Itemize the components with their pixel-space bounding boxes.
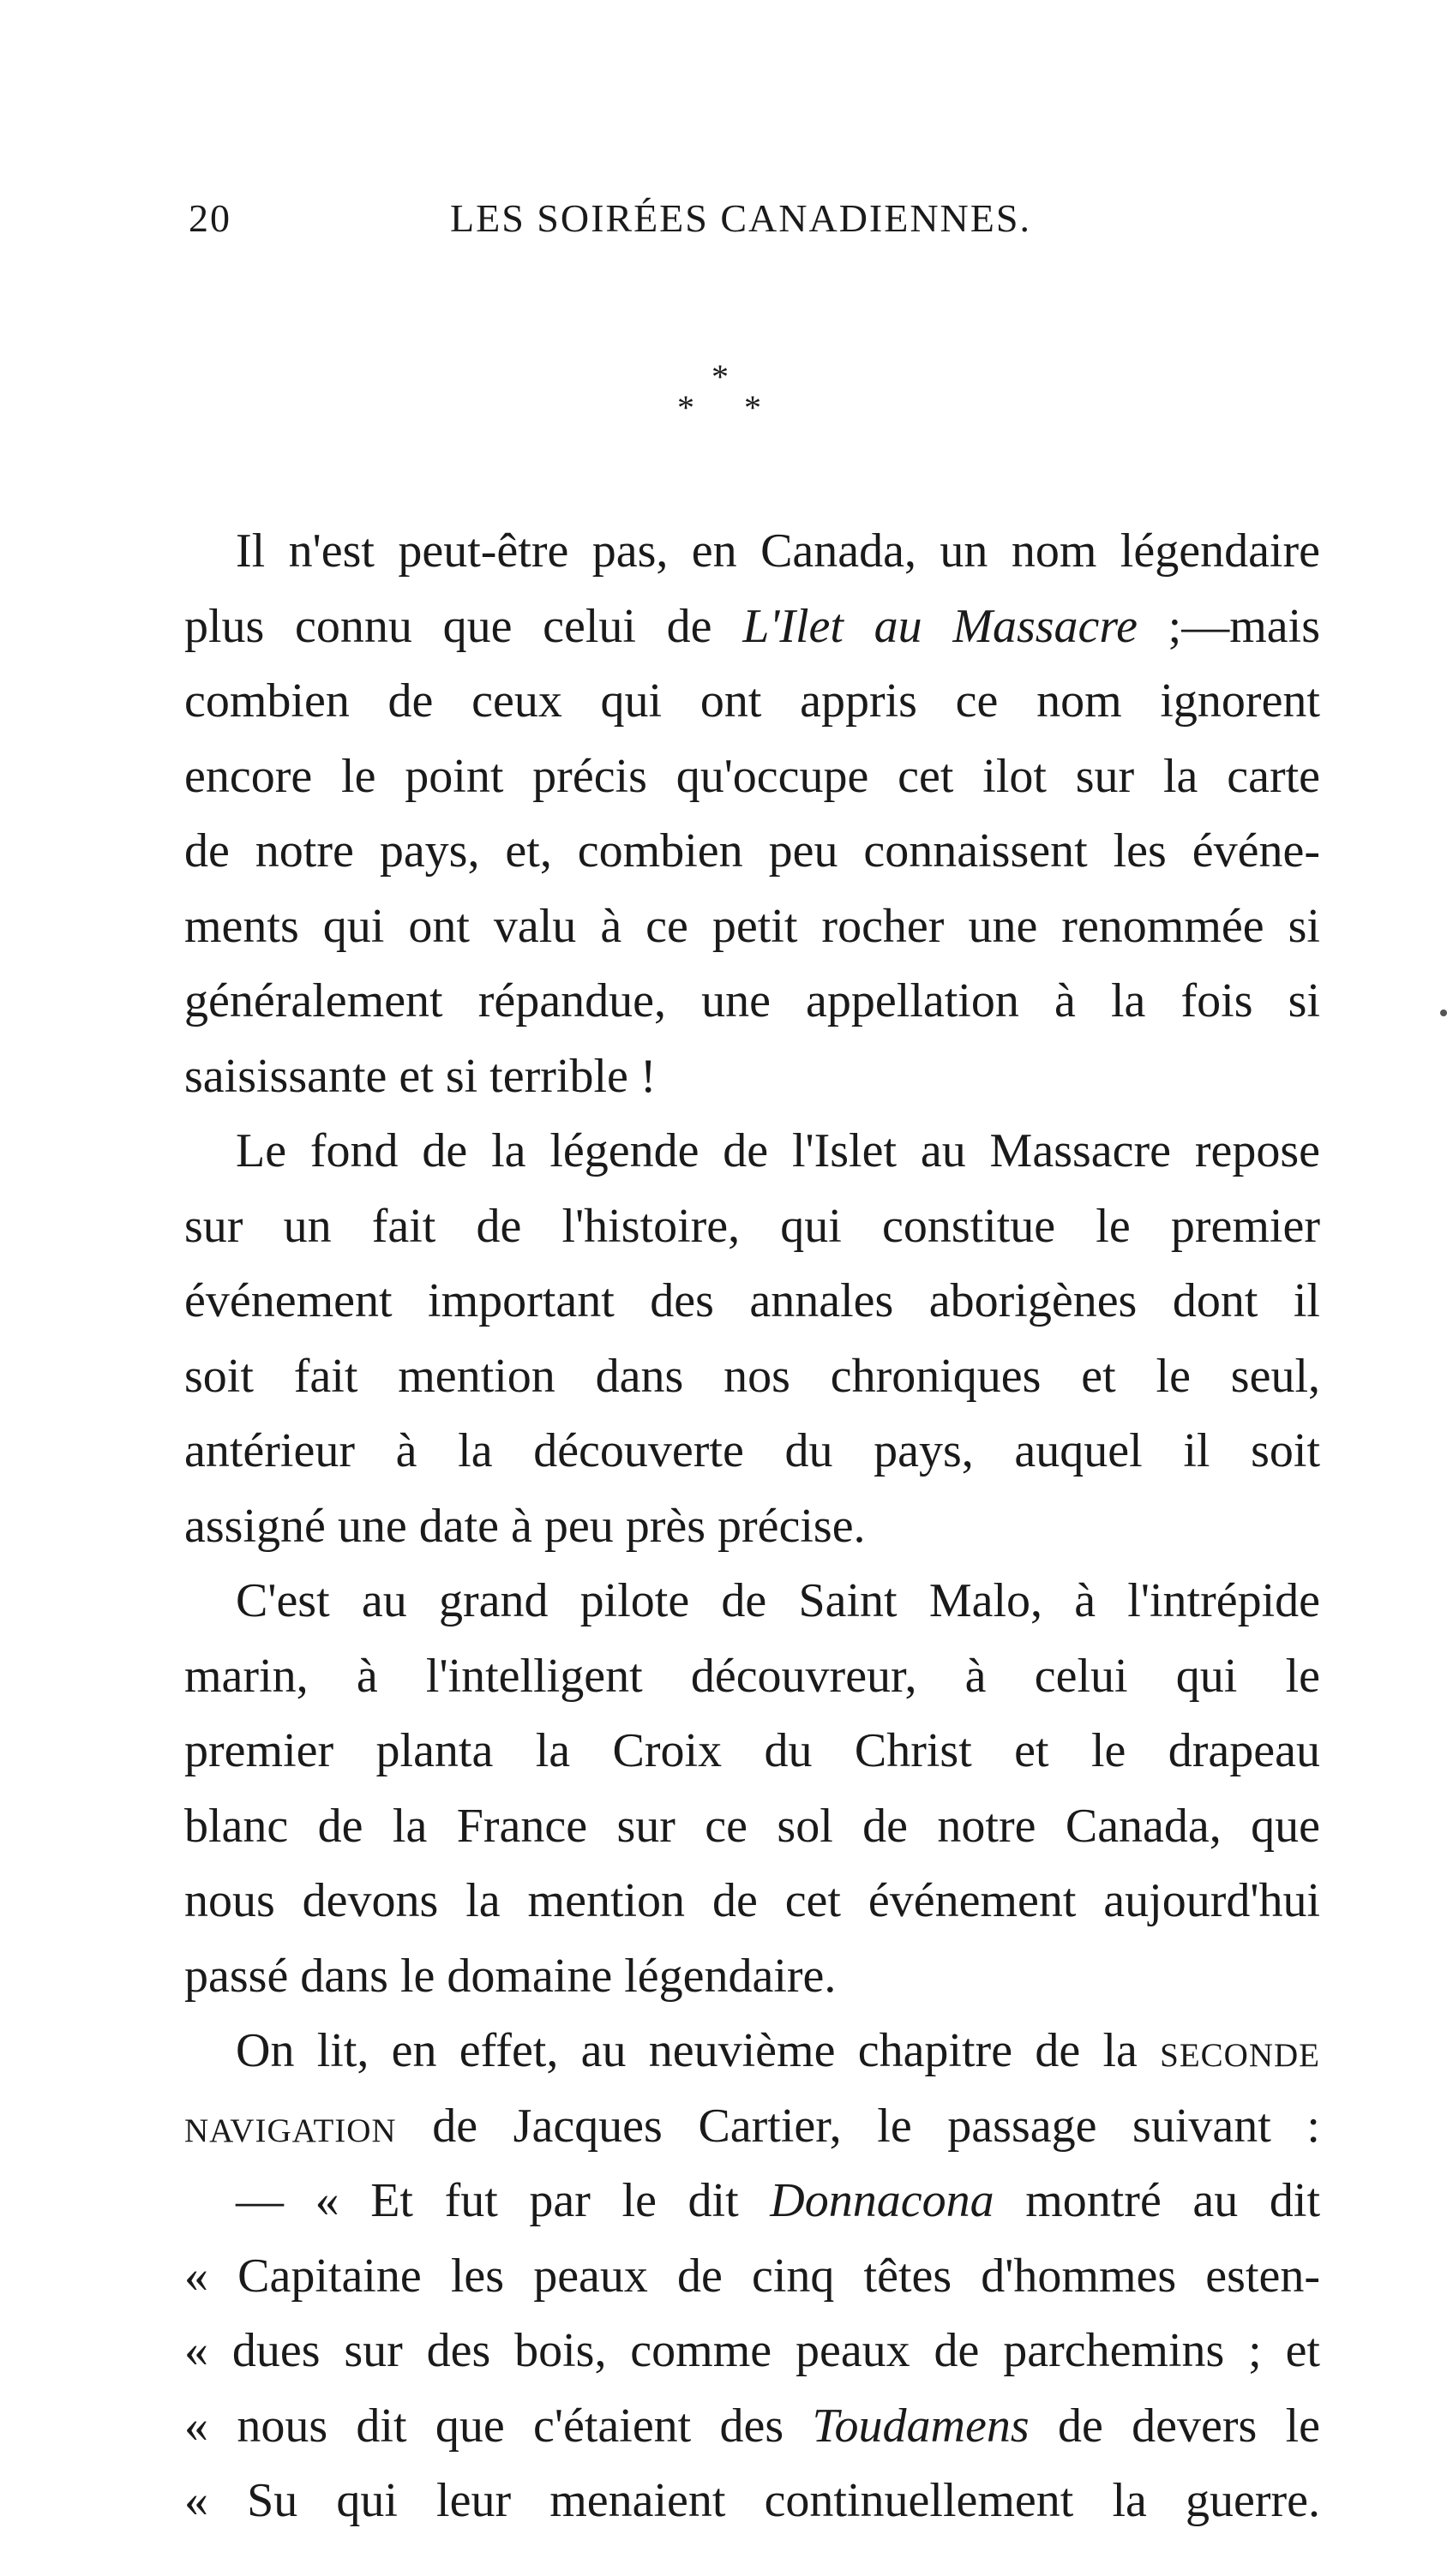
text-line: premier planta la Croix du Christ et le drapeau xyxy=(184,1724,1320,1777)
asterisk-icon: * xyxy=(677,388,694,427)
text-line: Le fond de la légende de l'Islet au Massacre repose xyxy=(236,1124,1320,1177)
text-line: événement important des annales aborigènes dont il xyxy=(184,1274,1320,1327)
text-line: encore le point précis qu'occupe cet ilot sur la carte xyxy=(184,749,1320,803)
text-line: « nous dit que c'étaient des Toudamens de devers le xyxy=(184,2399,1321,2453)
text-line: nous devons la mention de cet événement aujourd'hui xyxy=(184,1874,1320,1927)
text-line: plus connu que celui de L'Ilet au Massacre ;—mais xyxy=(184,599,1320,653)
text-line: Il n'est peut-être pas, en Canada, un nom légendaire xyxy=(236,524,1320,578)
text-line: — « Et fut par le dit Donnacona montré au dit xyxy=(236,2174,1320,2227)
text-line: ments qui ont valu à ce petit rocher une renommée si xyxy=(184,899,1320,953)
text-line: soit fait mention dans nos chroniques et le seul, xyxy=(184,1349,1320,1403)
text-line: marin, à l'intelligent découvreur, à celui qui le xyxy=(184,1649,1320,1703)
text-line: blanc de la France sur ce sol de notre Canada, que xyxy=(184,1799,1320,1853)
asterisk-icon: * xyxy=(711,357,729,396)
text-line: sur un fait de l'histoire, qui constitue le premier xyxy=(184,1199,1320,1253)
text-line: assigné une date à peu près précise. xyxy=(184,1499,866,1553)
text-line: antérieur à la découverte du pays, auquel il soit xyxy=(184,1424,1320,1477)
small-caps-text: navigation xyxy=(184,2099,397,2153)
text-line: « Su qui leur menaient continuellement la guerre. xyxy=(184,2474,1320,2527)
text-line: saisissante et si terrible ! xyxy=(184,1049,657,1103)
page-number: 20 xyxy=(189,196,231,240)
text-line: de notre pays, et, combien peu connaissent les événe- xyxy=(184,824,1320,878)
running-title: LES SOIRÉES CANADIENNES. xyxy=(450,196,1031,240)
italic-name: Toudamens xyxy=(812,2399,1030,2453)
asterisk-icon: * xyxy=(744,388,761,427)
text-line: « dues sur des bois, comme peaux de parchemins ; et xyxy=(184,2324,1320,2377)
text-line: navigation de Jacques Cartier, le passage suivant : xyxy=(184,2099,1320,2153)
text-line: combien de ceux qui ont appris ce nom ignorent xyxy=(184,674,1320,728)
body-text xyxy=(184,514,1320,2539)
margin-speck xyxy=(1440,1009,1447,1016)
text-line: généralement répandue, une appellation à la fois si xyxy=(184,974,1320,1027)
asterism-ornament xyxy=(677,357,780,454)
text-line: « Capitaine les peaux de cinq têtes d'hommes esten- xyxy=(184,2249,1320,2303)
text-line: C'est au grand pilote de Saint Malo, à l'intrépide xyxy=(236,1574,1320,1627)
italic-place-name: L'Ilet au Massacre xyxy=(742,599,1138,653)
text-line: On lit, en effet, au neuvième chapitre de la seconde xyxy=(236,2024,1320,2077)
text-line: passé dans le domaine légendaire. xyxy=(184,1949,837,2003)
running-head xyxy=(189,195,1044,255)
italic-name: Donnacona xyxy=(770,2174,994,2227)
small-caps-text: seconde xyxy=(1160,2024,1320,2077)
